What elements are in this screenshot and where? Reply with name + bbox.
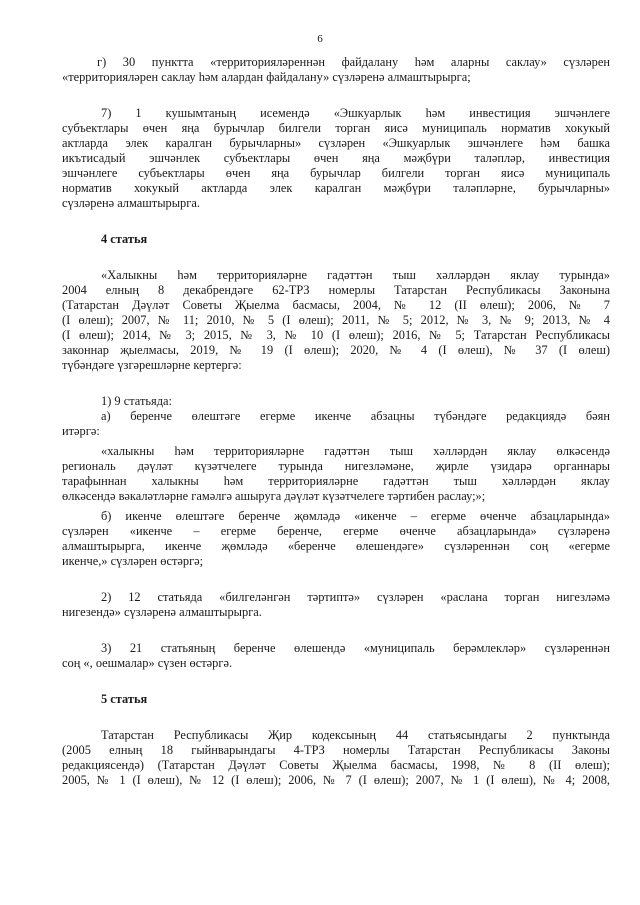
text-line: (Татарстан Дәүләт Советы Җыелма басмасы, 2004, № 12 (II өлеш); 2006, № 7 <box>62 298 610 312</box>
text-line: редакциясендә) (Татарстан Дәүләт Советы Җыелма басмасы, 1998, № 8 (II өлеш); <box>62 758 610 772</box>
text-line: нигезендә» сүзләренә алмаштырырга. <box>62 605 262 619</box>
text-line: «Халыкны һәм территорияләрне гадәттән тыш хәлләрдән яклау турында» <box>101 268 610 282</box>
text-line: 2) 12 статьяда «билгеләнгән тәртиптә» сүзләрен «раслана торган нигезләмә <box>101 590 610 604</box>
text-line: (I өлеш); 2014, № 3; 2015, № 3, № 10 (I өлеш); 2016, № 5; Татарстан Республикасы <box>62 328 610 342</box>
text-line: сүзләрен «икенче – егерме беренче, егерме өченче абзацларында» сүзләренә <box>62 524 610 538</box>
text-line: түбәндәге үзгәрешләрне кертергә: <box>62 358 242 372</box>
article-heading: 5 статья <box>101 692 148 706</box>
text-line: 2005, № 1 (I өлеш), № 12 (I өлеш); 2006, № 7 (I өлеш); 2007, № 1 (I өлеш), № 4; 2008, <box>62 773 610 787</box>
text-line: (2005 елның 18 гыйнварындагы 4-ТРЗ номерлы Татарстан Республикасы Законы <box>62 743 610 757</box>
text-line: сүзләренә алмаштырырга. <box>62 196 200 210</box>
text-line: икенче,» сүзләрен өстәргә; <box>62 554 204 568</box>
page-number: 6 <box>317 33 323 45</box>
text-line: субъектлары өчен яңа бурычлар билгели торган яисә муниципаль норматив хокукый <box>62 121 610 135</box>
text-line: законнар җыелмасы, 2019, № 19 (I өлеш); 2020, № 4 (I өлеш), № 37 (I өлеш) <box>62 343 610 357</box>
text-line: (I өлеш); 2007, № 11; 2010, № 5 (I өлеш); 2011, № 5; 2012, № 3, № 9; 2013, № 4 <box>62 313 610 327</box>
text-line: 2004 елның 8 декабрендәге 62-ТРЗ номерлы Татарстан Республикасы Законына <box>62 283 610 297</box>
text-line: 3) 21 статьяның беренче өлешендә «муниципаль берәмлекләр» сүзләреннән <box>101 641 610 655</box>
text-line: региональ дәүләт күзәтчелеге турында нигезләмәне, җирле үзидарә органнары <box>62 459 610 473</box>
text-line: а) беренче өлештәге егерме икенче абзацны түбәндәге редакциядә бәян <box>101 409 610 423</box>
text-line: норматив хокукый актларда элек каралган мәҗбүри таләпләрне, бурычларны» <box>62 181 610 195</box>
text-line: икътисадый эшчәнлек субъектлары өчен яңа мәҗбүри таләпләр, инвестиция <box>62 151 610 165</box>
text-line: эшчәнлеге субъектлары өчен яңа бурычлар билгели торган яисә муниципаль <box>62 166 610 180</box>
text-line: 7) 1 кушымтаның исемендә «Эшкуарлык һәм инвестиция эшчәнлеге <box>101 106 610 120</box>
text-line: «территорияләрен саклау һәм алардан файдалану» сүзләренә алмаштырырга; <box>62 70 471 84</box>
text-line: тарафыннан халыкны һәм территорияләрне гадәттән тыш хәлләрдән яклау <box>62 474 610 488</box>
text-line: актларда элек каралган бурычларны» сүзләрен «Эшкуарлык эшчәнлеге һәм башка <box>62 136 610 150</box>
text-line: итәргә: <box>62 424 100 438</box>
text-line: г) 30 пунктта «территорияләреннән файдалану һәм аларны саклау» сүзләрен <box>97 55 610 69</box>
text-line: б) икенче өлештәге беренче җөмләдә «икенче – егерме өченче абзацларында» <box>101 509 610 523</box>
text-line: «халыкны һәм территорияләрне гадәттән тыш хәлләрдән яклау өлкәсендә <box>101 444 610 458</box>
text-line: 1) 9 статьяда: <box>101 394 172 408</box>
text-line: алмаштырырга, икенче җөмләдә «беренче өлешендәге» сүзләреннән соң «егерме <box>62 539 610 553</box>
article-heading: 4 статья <box>101 232 148 246</box>
text-line: өлкәсендә вәкаләтләрне гамәлгә ашыруга дәүләт күзәтчелеге тәртибен раслау;»; <box>62 489 486 503</box>
text-line: соң «, оешмалар» сүзен өстәргә. <box>62 656 233 670</box>
text-line: Татарстан Республикасы Җир кодексының 44 статьясындагы 2 пунктында <box>101 728 610 742</box>
